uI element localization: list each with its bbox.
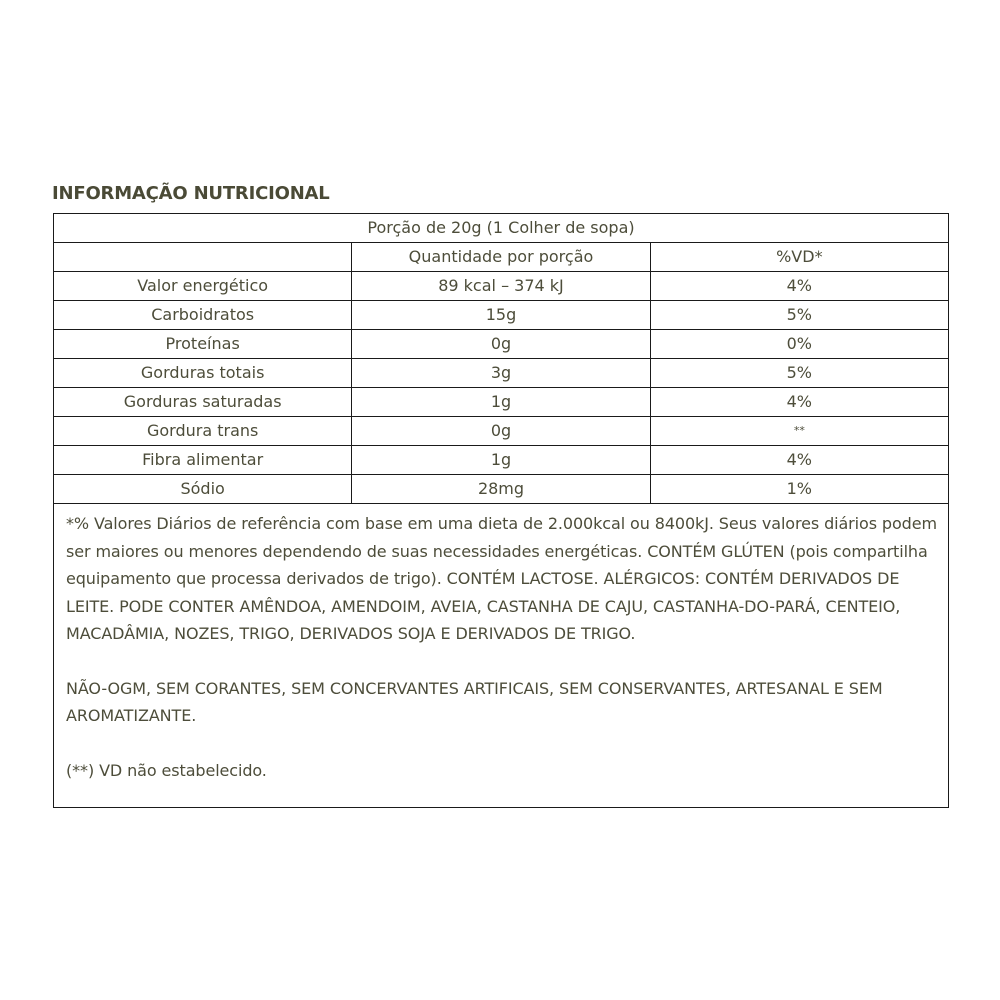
- table-row: [54, 301, 949, 330]
- nutrient-vd: 4%: [650, 446, 948, 475]
- table-row: [54, 475, 949, 504]
- section-title: INFORMAÇÃO NUTRICIONAL: [52, 183, 330, 204]
- nutrient-vd: 4%: [650, 272, 948, 301]
- footer-ingredients-note: NÃO-OGM, SEM CORANTES, SEM CONCERVANTES ARTIFICAIS, SEM CONSERVANTES, ARTESANAL E SEM AROMATIZANTE.: [66, 678, 883, 725]
- header-name-cell: [54, 243, 352, 272]
- portion-cell: Porção de 20g (1 Colher de sopa): [54, 214, 949, 243]
- nutrient-name: Valor energético: [54, 272, 352, 301]
- nutrient-name: Gorduras totais: [54, 359, 352, 388]
- nutrient-quantity: 89 kcal – 374 kJ: [352, 272, 650, 301]
- footer-vd-note: (**) VD não estabelecido.: [66, 760, 267, 780]
- header-row: [54, 243, 949, 272]
- table-row: [54, 388, 949, 417]
- nutrition-table: [53, 213, 949, 808]
- table-row: [54, 417, 949, 446]
- header-vd-cell: %VD*: [650, 243, 948, 272]
- footer-notes: [54, 504, 949, 808]
- nutrient-quantity: 1g: [352, 388, 650, 417]
- nutrient-vd: 4%: [650, 388, 948, 417]
- nutrient-vd: 1%: [650, 475, 948, 504]
- nutrient-name: Proteínas: [54, 330, 352, 359]
- nutrient-vd: 0%: [650, 330, 948, 359]
- footer-reference-note: *% Valores Diários de referência com base em uma dieta de 2.000kcal ou 8400kJ. Seus valores diários podem ser maiores ou menores dependendo de suas necessidades energéticas. CONTÉM GLÚTEN (pois compartilha equipamento que processa derivados de trigo). CONTÉM LACTOSE. ALÉRGICOS: CONTÉM DERIVADOS DE LEITE. PODE CONTER AMÊNDOA, AMENDOIM, AVEIA, CASTANHA DE CAJU, CASTANHA-DO-PARÁ, CENTEIO, MACADÂMIA, NOZES, TRIGO, DERIVADOS SOJA E DERIVADOS DE TRIGO.: [66, 514, 937, 643]
- table-row: [54, 446, 949, 475]
- nutrient-vd: 5%: [650, 359, 948, 388]
- nutrient-quantity: 28mg: [352, 475, 650, 504]
- nutrient-vd: **: [650, 417, 948, 446]
- nutrient-quantity: 15g: [352, 301, 650, 330]
- nutrient-name: Fibra alimentar: [54, 446, 352, 475]
- table-row: [54, 359, 949, 388]
- nutrient-quantity: 1g: [352, 446, 650, 475]
- nutrient-vd: 5%: [650, 301, 948, 330]
- table-row: [54, 272, 949, 301]
- nutrient-name: Gordura trans: [54, 417, 352, 446]
- table-row: [54, 330, 949, 359]
- nutrient-quantity: 0g: [352, 330, 650, 359]
- nutrient-name: Carboidratos: [54, 301, 352, 330]
- nutrient-quantity: 0g: [352, 417, 650, 446]
- nutrient-quantity: 3g: [352, 359, 650, 388]
- footer-row: [54, 504, 949, 808]
- nutrient-name: Gorduras saturadas: [54, 388, 352, 417]
- nutrient-name: Sódio: [54, 475, 352, 504]
- portion-row: [54, 214, 949, 243]
- header-quantity-cell: Quantidade por porção: [352, 243, 650, 272]
